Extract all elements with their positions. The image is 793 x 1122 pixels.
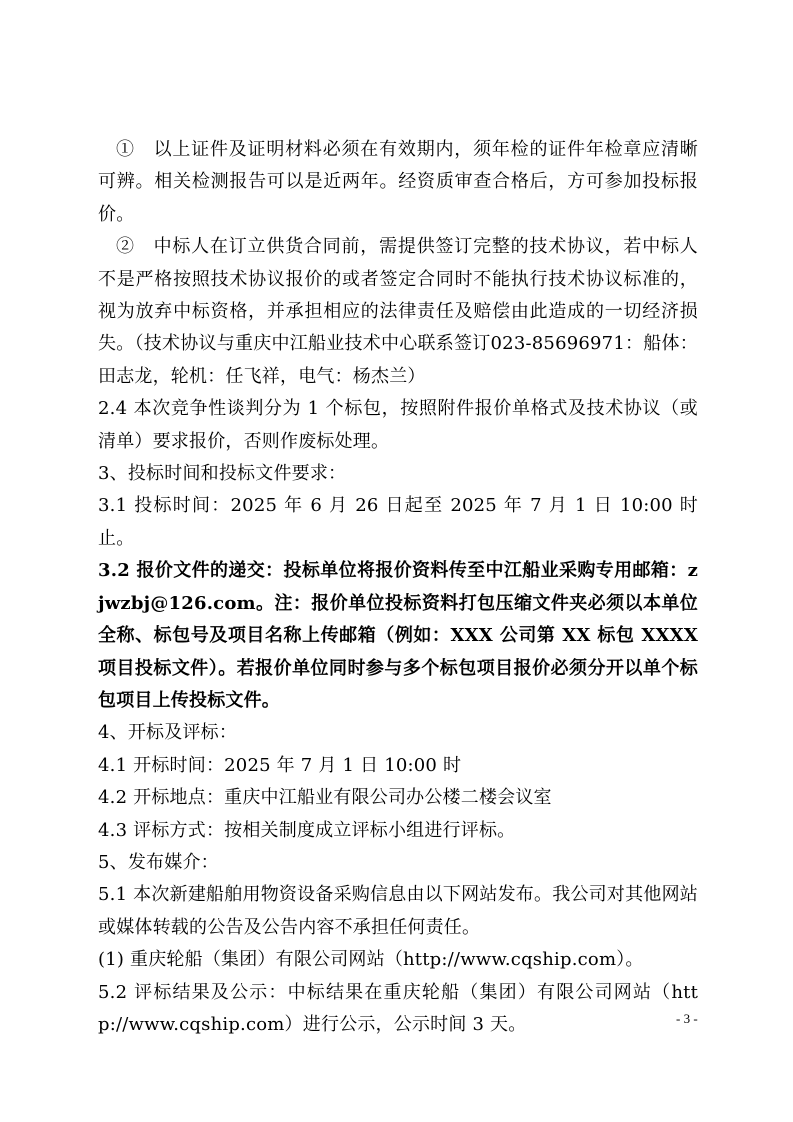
paragraph-clause-4-3: 4.3 评标方式：按相关制度成立评标小组进行评标。 [98,819,516,841]
paragraph-clause-5-1-1: (1) 重庆轮船（集团）有限公司网站（http://www.cqship.com）。 [98,949,644,971]
page-number: - 3 - [676,1011,698,1026]
paragraph-clause-3-2: 3.2 报价文件的递交：投标单位将报价资料传至中江船业采购专用邮箱：zjwzbj@126.com。注：报价单位投标资料打包压缩文件夹必须以本单位全称、标包号及项目名称上传邮箱（例如：XXX 公司第 XX 标包 XXXX 项目投标文件）。若报价单位同时参与多个标包项目报价必须分开以单个标包项目上传投标文件。 [98,560,698,711]
paragraph-clause-2-4: 2.4 本次竞争性谈判分为 1 个标包，按照附件报价单格式及技术协议（或清单）要求报价，否则作废标处理。 [98,398,698,452]
paragraph-clause-4-1: 4.1 开标时间：2025 年 7 月 1 日 10:00 时 [98,754,462,776]
section-heading-4: 4、开标及评标： [98,722,238,744]
paragraph-clause-5-2: 5.2 评标结果及公示：中标结果在重庆轮船（集团）有限公司网站（http://www.cqship.com）进行公示，公示时间 3 天。 [98,981,698,1035]
section-heading-3: 3、投标时间和投标文件要求： [98,463,347,485]
section-heading-5: 5、发布媒介： [98,851,219,873]
paragraph-note-2: ② 中标人在订立供货合同前，需提供签订完整的技术协议，若中标人不是严格按照技术协议报价的或者签定合同时不能执行技术协议标准的，视为放弃中标资格，并承担相应的法律责任及赔偿由此造成的一切经济损失。（技术协议与重庆中江船业技术中心联系签订023-85696971：船体：田志龙，轮机：任飞祥，电气：杨杰兰） [98,236,698,387]
paragraph-note-1: ① 以上证件及证明材料必须在有效期内，须年检的证件年检章应清晰可辨。相关检测报告可以是近两年。经资质审查合格后，方可参加投标报价。 [98,139,698,225]
paragraph-clause-5-1: 5.1 本次新建船舶用物资设备采购信息由以下网站发布。我公司对其他网站或媒体转载的公告及公告内容不承担任何责任。 [98,884,698,938]
paragraph-clause-3-1: 3.1 投标时间：2025 年 6 月 26 日起至 2025 年 7 月 1 日 10:00 时止。 [98,495,698,549]
paragraph-clause-4-2: 4.2 开标地点：重庆中江船业有限公司办公楼二楼会议室 [98,787,552,809]
document-body [98,134,698,1041]
